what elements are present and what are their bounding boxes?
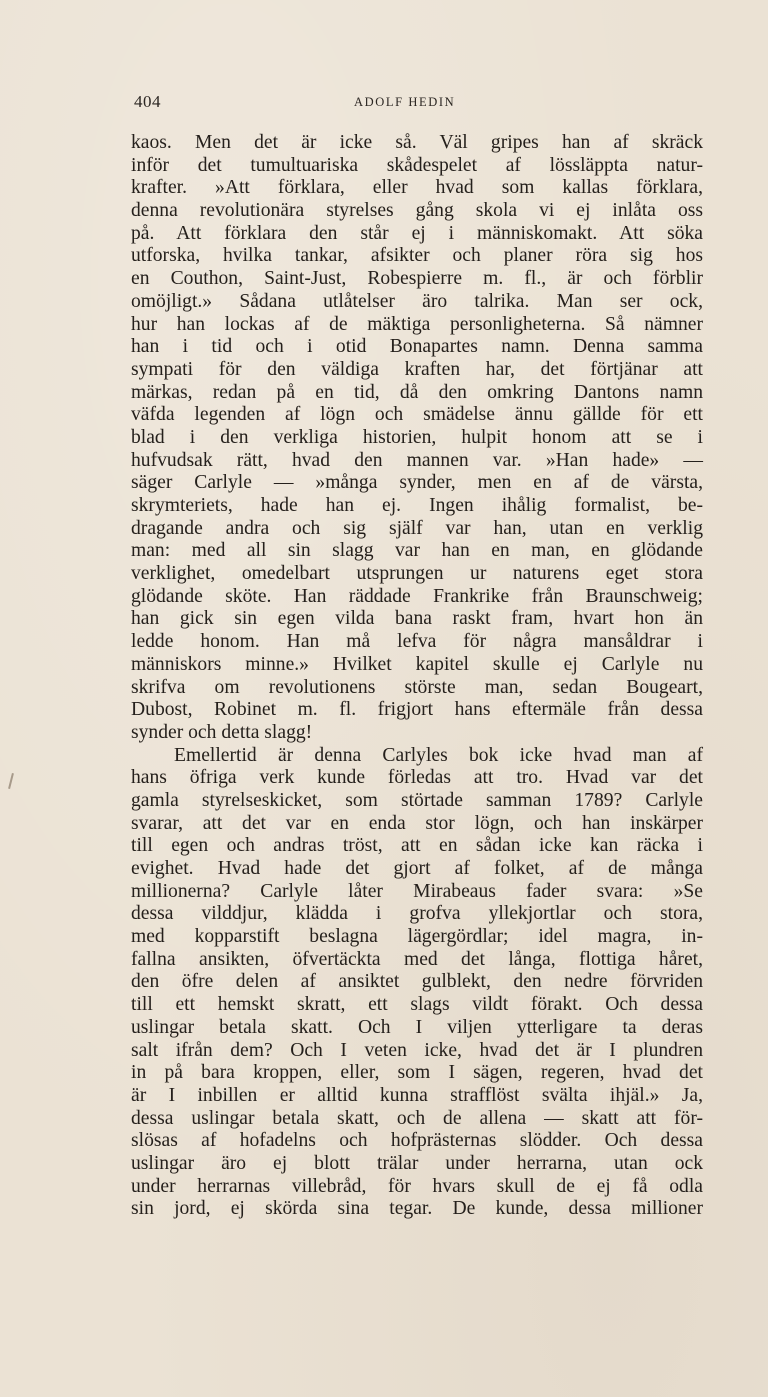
text-line: slösas af hofadelns och hofprästernas slödder. Och dessa — [131, 1130, 703, 1152]
text-line: Dubost, Robinet m. fl. frigjort hans eftermäle från dessa — [131, 699, 703, 721]
text-line: sympati för den väldiga kraften har, det förtjänar att — [131, 358, 703, 380]
text-line: hur han lockas af de mäktiga personligheterna. Så nämner — [131, 313, 703, 335]
text-line: evighet. Hvad hade det gjort af folket, af de många — [131, 858, 703, 879]
paragraph-start-line: Emellertid är denna Carlyles bok icke hvad man af — [174, 744, 703, 766]
text-line: gamla styrelseskicket, som störtade samman 1789? Carlyle — [131, 789, 703, 811]
text-line: glödande sköte. Han räddade Frankrike från Braunschweig; — [131, 585, 703, 607]
text-line: med kopparstift beslagna lägergördlar; idel magra, in- — [131, 926, 703, 948]
text-line: på. Att förklara den står ej i människomakt. Att söka — [131, 222, 703, 244]
text-line: märkas, redan på en tid, då den omkring Dantons namn — [131, 381, 703, 403]
text-line: svarar, att det var en enda stor lögn, och han inskärper — [131, 812, 703, 834]
page-number: 404 — [134, 92, 161, 111]
text-line: hans öfriga verk kunde förledas att tro. Hvad var det — [131, 767, 703, 789]
text-line: skrifva om revolutionens störste man, sedan Bougeart, — [131, 676, 703, 698]
text-line: uslingar äro ej blott trälar under herrarna, utan ock — [131, 1152, 703, 1174]
text-line: väfda legenden af lögn och smädelse ännu gällde för ett — [131, 404, 703, 426]
running-head — [134, 92, 704, 116]
text-line: människors minne.» Hvilket kapitel skulle ej Carlyle nu — [131, 653, 703, 675]
paragraph-end-line: synder och detta slagg! — [131, 721, 313, 743]
text-line: kaos. Men det är icke så. Väl gripes han af skräck — [131, 132, 703, 153]
text-line: under herrarnas villebråd, för hvars skull de ej få odla — [131, 1175, 703, 1197]
text-line: till ett hemskt skratt, ett slags vildt förakt. Och dessa — [131, 994, 703, 1016]
text-line: omöjligt.» Sådana utlåtelser äro talrika. Man ser ock, — [131, 290, 703, 312]
text-line: han i tid och i otid Bonapartes namn. Denna samma — [131, 336, 703, 358]
text-line: säger Carlyle — »många synder, men en af de värsta, — [131, 472, 703, 494]
text-line: utforska, hvilka tankar, afsikter och planer röra sig hos — [131, 245, 703, 267]
running-title: ADOLF HEDIN — [354, 95, 456, 109]
text-line: in på bara kroppen, eller, som I sägen, regeren, hvad det — [131, 1062, 703, 1084]
text-line: till egen och andras tröst, att en sådan icke kan räcka i — [131, 835, 703, 857]
text-line: dessa vilddjur, klädda i grofva yllekjortlar och stora, — [131, 903, 703, 925]
text-line: är I inbillen er alltid kunna strafflöst svälta ihjäl.» Ja, — [131, 1084, 703, 1106]
text-line: man: med all sin slagg var han en man, en glödande — [131, 540, 703, 562]
text-line: fallna ansikten, öfvertäckta med det långa, flottiga håret, — [131, 948, 703, 970]
text-line: en Couthon, Saint-Just, Robespierre m. fl., är och förblir — [131, 268, 703, 290]
text-line: uslingar betala skatt. Och I viljen ytterligare ta deras — [131, 1016, 703, 1038]
text-line: sin jord, ej skörda sina tegar. De kunde, dessa millioner — [131, 1198, 703, 1220]
text-line: verklighet, omedelbart utsprungen ur naturens eget stora — [131, 563, 703, 585]
text-line: dessa uslingar betala skatt, och de allena — skatt att för- — [131, 1107, 703, 1129]
text-line: skrymteriets, hade han ej. Ingen ihålig formalist, be- — [131, 495, 703, 516]
text-line: han gick sin egen vilda bana raskt fram, hvart hon än — [131, 608, 703, 630]
text-line: blad i den verkliga historien, hulpit honom att se i — [131, 426, 703, 448]
text-line: inför det tumultuariska skådespelet af lössläppta natur- — [131, 154, 703, 176]
text-line: den öfre delen af ansiktet gulblekt, den nedre förvriden — [131, 971, 703, 993]
text-line: dragande andra och sig själf var han, utan en verklig — [131, 517, 703, 539]
text-line: krafter. »Att förklara, eller hvad som kallas förklara, — [131, 177, 703, 199]
text-line: ledde honom. Han må lefva för några mansåldrar i — [131, 631, 703, 653]
text-line: hufvudsak rätt, hvad den mannen var. »Han hade» — — [131, 449, 703, 471]
text-line: salt ifrån dem? Och I veten icke, hvad det är I plundren — [131, 1039, 703, 1061]
body-text — [131, 132, 703, 1221]
text-line: denna revolutionära styrelses gång skola vi ej inlåta oss — [131, 200, 703, 222]
text-line: millionerna? Carlyle låter Mirabeaus fader svara: »Se — [131, 880, 703, 902]
margin-pencil-mark — [8, 773, 14, 789]
